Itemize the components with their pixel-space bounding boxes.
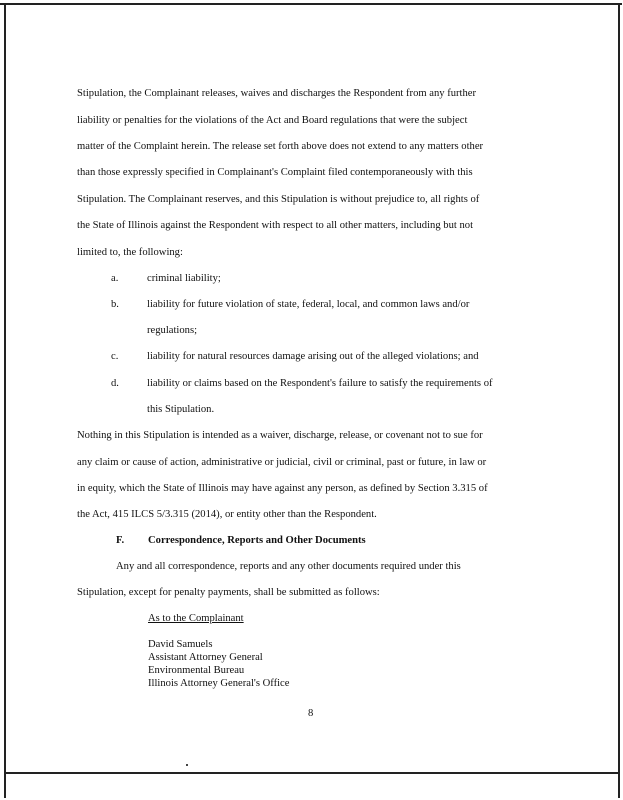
page-number: 8 [308, 708, 314, 719]
complainant-heading: As to the Complainant [148, 613, 244, 624]
paragraph2-line: any claim or cause of action, administrative or judicial, civil or criminal, past or future, in law or [77, 457, 487, 468]
address-line: Environmental Bureau [148, 665, 245, 676]
list-marker: a. [111, 273, 119, 284]
paragraph2-line: in equity, which the State of Illinois may have against any person, as defined by Section 3.315 of [77, 483, 488, 494]
section-title: Correspondence, Reports and Other Documents [148, 535, 366, 546]
paragraph1-line: the State of Illinois against the Respondent with respect to all other matters, including but not [77, 220, 474, 231]
list-item-text: this Stipulation. [147, 404, 215, 415]
section-letter: F. [116, 535, 125, 546]
list-marker: c. [111, 351, 119, 362]
paragraph1-line: Stipulation. The Complainant reserves, and this Stipulation is without prejudice to, all rights of [77, 194, 480, 205]
paragraph2-line: Nothing in this Stipulation is intended as a waiver, discharge, release, or covenant not to sue for [77, 430, 483, 441]
paragraph1-line: matter of the Complaint herein. The release set forth above does not extend to any matters other [77, 141, 484, 152]
paragraph1-line: Stipulation, the Complainant releases, waives and discharges the Respondent from any further [77, 88, 477, 99]
address-line: David Samuels [148, 639, 213, 650]
scan-speck [186, 764, 188, 766]
paragraph2-line: the Act, 415 ILCS 5/3.315 (2014), or entity other than the Respondent. [77, 509, 377, 520]
paragraph3-line: Stipulation, except for penalty payments, shall be submitted as follows: [77, 587, 380, 598]
paragraph1-line: than those expressly specified in Complainant's Complaint filed contemporaneously with this [77, 167, 473, 178]
paragraph3-line: Any and all correspondence, reports and any other documents required under this [116, 561, 461, 572]
paragraph1-line: liability or penalties for the violations of the Act and Board regulations that were the subject [77, 115, 468, 126]
paragraph1-line: limited to, the following: [77, 247, 183, 258]
list-item-text: regulations; [147, 325, 198, 336]
page-border-right [618, 3, 620, 798]
page-border-top [0, 3, 622, 5]
list-item-text: liability for future violation of state, federal, local, and common laws and/or [147, 299, 470, 310]
list-item-text: liability for natural resources damage arising out of the alleged violations; and [147, 351, 479, 362]
list-item-text: criminal liability; [147, 273, 221, 284]
address-line: Illinois Attorney General's Office [148, 678, 290, 689]
page-border-left [4, 3, 6, 798]
address-line: Assistant Attorney General [148, 652, 263, 663]
list-marker: b. [111, 299, 119, 310]
list-marker: d. [111, 378, 119, 389]
list-item-text: liability or claims based on the Respondent's failure to satisfy the requirements of [147, 378, 493, 389]
page-border-bottom [4, 772, 619, 774]
